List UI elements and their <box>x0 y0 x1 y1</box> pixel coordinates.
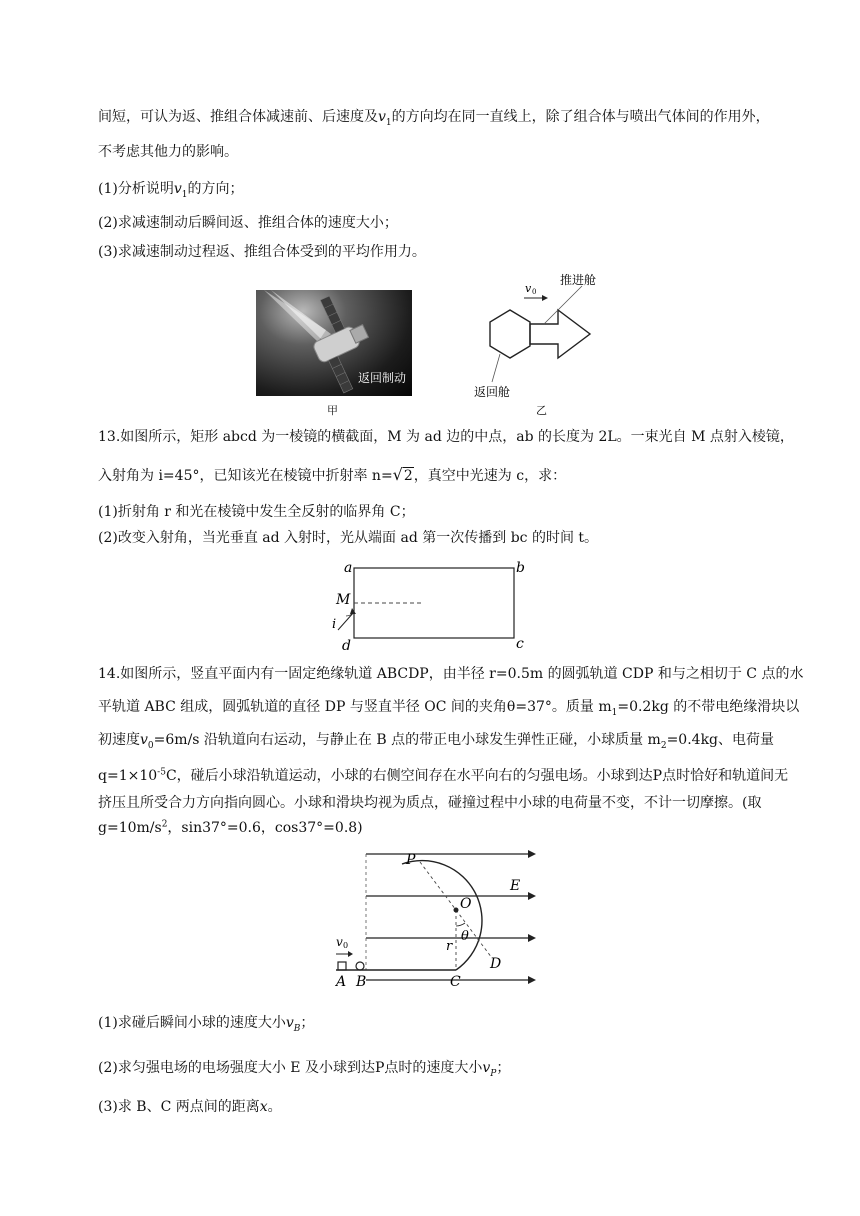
text: ，sin37°=0.6，cos37°=0.8) <box>167 820 363 836</box>
vertex-b: b <box>516 560 525 576</box>
q13-part-1: (1)折射角 r 和光在棱镜中发生全反射的临界角 C； <box>98 504 415 520</box>
point-P: P <box>406 852 416 868</box>
arc-track <box>402 861 482 970</box>
var-x: x <box>259 1099 268 1115</box>
vertex-a: a <box>344 560 353 576</box>
v0-subscript: 0 <box>343 941 349 950</box>
text: (2)求匀强电场的电场强度大小 E 及小球到达P点时的速度大小 <box>98 1060 483 1076</box>
radius-r: r <box>446 939 453 954</box>
text: q=1×10 <box>98 768 158 784</box>
charged-ball <box>356 962 364 970</box>
text: 的方向； <box>187 181 244 197</box>
text: ； <box>496 1060 511 1076</box>
prism-diagram <box>320 556 540 656</box>
var-v: v <box>140 732 148 748</box>
incident-ray <box>338 612 354 630</box>
text: 初速度 <box>98 732 140 748</box>
vertex-c: c <box>516 636 524 652</box>
point-M: M <box>336 592 351 608</box>
angle-i: i <box>332 617 337 632</box>
text: ，真空中光速为 c，求： <box>413 468 567 484</box>
v0-label: v <box>525 282 532 295</box>
field-arrowheads <box>528 850 536 984</box>
point-A: A <box>336 974 347 990</box>
text: 平轨道 ABC 组成，圆弧轨道的直径 DP 与竖直半径 OC 间的夹角θ=37°。质量 m <box>98 699 612 715</box>
q14-line-4 <box>98 766 788 786</box>
v0-subscript: 0 <box>532 288 537 296</box>
text: C，碰后小球沿轨道运动，小球的右侧空间存在水平向右的匀强电场。小球到达P点时恰好和轨道间无 <box>165 768 789 784</box>
text: 。 <box>267 1099 282 1115</box>
propulsion-label: 推进舱 <box>560 273 597 287</box>
subscript: 1 <box>385 117 392 128</box>
subscript: 1 <box>181 189 188 200</box>
q14-part-2 <box>98 1058 510 1078</box>
superscript: 2 <box>161 819 168 830</box>
capsule-diagram <box>470 272 620 402</box>
text: ； <box>300 1015 315 1031</box>
figure-caption-left: 甲 <box>327 404 338 417</box>
track-field-diagram <box>330 846 540 990</box>
q14-line-3 <box>98 730 774 750</box>
q12-part-3: (3)求减速制动过程返、推组合体受到的平均作用力。 <box>98 244 426 260</box>
q14-line-6 <box>98 818 363 838</box>
text: (3)求 B、C 两点间的距离 <box>98 1099 260 1115</box>
var-v: v <box>378 109 386 125</box>
spacecraft-photo <box>256 290 412 396</box>
q14-line-5: 挤压且所受合力方向指向圆心。小球和滑块均视为质点，碰撞过程中小球的电荷量不变，不计一切摩擦。(取 <box>98 795 762 811</box>
center-O <box>454 908 459 913</box>
return-capsule-label: 返回舱 <box>474 385 511 399</box>
text: 的方向均在同一直线上，除了组合体与喷出气体间的作用外， <box>391 109 770 125</box>
q13-line-2 <box>98 465 566 486</box>
point-C: C <box>450 974 461 990</box>
label-leader-propulsion <box>544 286 582 324</box>
field-lines <box>366 854 528 980</box>
text: (1)分析说明 <box>98 181 174 197</box>
photo-label: 返回制动 <box>357 371 406 385</box>
subscript: 1 <box>611 707 618 718</box>
superscript: -5 <box>157 767 166 778</box>
return-capsule-shape <box>490 310 530 358</box>
radicand: 2 <box>403 468 413 484</box>
vertex-d: d <box>342 638 351 654</box>
var-v: v <box>173 181 182 197</box>
subscript: 2 <box>660 740 667 751</box>
intro-line-1 <box>98 107 770 127</box>
q14-part-3 <box>98 1097 282 1117</box>
v0-label: v <box>336 935 343 949</box>
q13-line-1: 13.如图所示，矩形 abcd 为一棱镜的横截面，M 为 ad 边的中点，ab 的长度为 2L。一束光自 M 点射入棱镜， <box>98 429 794 445</box>
figure-caption-right: 乙 <box>536 404 547 417</box>
text: 入射角为 i=45°，已知该光在棱镜中折射率 n= <box>98 468 393 484</box>
subscript: P <box>490 1068 497 1079</box>
v0-arrowhead <box>348 951 353 957</box>
propulsion-module-shape <box>530 310 590 358</box>
intro-line-2: 不考虑其他力的影响。 <box>98 144 238 160</box>
text: =6m/s 沿轨道向右运动，与静止在 B 点的带正电小球发生弹性正碰，小球质量 m <box>153 732 661 748</box>
subscript: 0 <box>147 740 154 751</box>
label-leader-return <box>492 354 500 382</box>
text: 间短，可认为返、推组合体减速前、后速度及 <box>98 109 378 125</box>
slider-block <box>338 962 346 970</box>
text: (1)求碰后瞬间小球的速度大小 <box>98 1015 286 1031</box>
q13-part-2: (2)改变入射角，当光垂直 ad 入射时，光从端面 ad 第一次传播到 bc 的时间 t。 <box>98 530 599 546</box>
q14-line-2 <box>98 697 799 717</box>
q14-line-1: 14.如图所示，竖直平面内有一固定绝缘轨道 ABCDP，由半径 r=0.5m 的圆弧轨道 CDP 和与之相切于 C 点的水 <box>98 666 804 682</box>
var-v: v <box>285 1015 294 1031</box>
sqrt-symbol: √ <box>392 465 403 484</box>
angle-theta: θ <box>461 929 469 944</box>
subscript: B <box>293 1023 301 1034</box>
q14-part-1 <box>98 1013 314 1033</box>
var-v: v <box>482 1060 491 1076</box>
text: =0.4kg、电荷量 <box>666 732 775 748</box>
theta-arc <box>456 923 465 926</box>
q12-part-2: (2)求减速制动后瞬间返、推组合体的速度大小； <box>98 215 398 231</box>
q12-part-1 <box>98 179 244 199</box>
point-D: D <box>490 956 502 972</box>
field-E: E <box>510 878 521 894</box>
velocity-arrowhead <box>542 295 548 301</box>
point-B: B <box>356 974 367 990</box>
text: =0.2kg 的不带电绝缘滑块以 <box>617 699 800 715</box>
point-O: O <box>460 896 472 912</box>
text: g=10m/s <box>98 820 162 836</box>
